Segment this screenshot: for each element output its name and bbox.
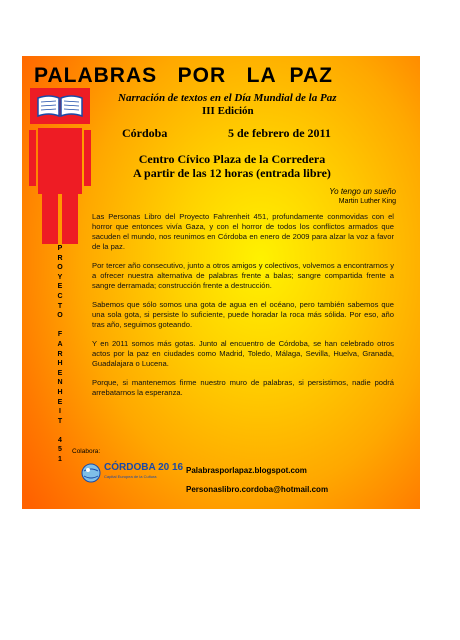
vertical-letter: T <box>57 302 63 310</box>
globe-icon <box>80 462 102 484</box>
vertical-letter: E <box>57 369 63 377</box>
venue-name: Centro Cívico Plaza de la Corredera <box>138 152 326 166</box>
email-link[interactable]: Personaslibro.cordoba@hotmail.com <box>186 485 329 494</box>
body-paragraph: Porque, si mantenemos firme nuestro muro de palabras, si persistimos, nadie podrá arrebatarnos la esperanza. <box>92 378 394 397</box>
vertical-letter: A <box>57 340 63 348</box>
vertical-letter: 4 <box>58 436 62 444</box>
body-paragraph: Sabemos que sólo somos una gota de agua en el océano, pero también sabemos que una sola gota, si persiste lo suficiente, puede horadar la roca más sólida. Por eso, año tras año, seguimos goteando. <box>92 300 394 329</box>
vertical-letter: 5 <box>58 446 62 454</box>
vertical-letter: O <box>57 312 63 320</box>
epigraph-author: Martin Luther King <box>338 198 396 205</box>
vertical-letter: C <box>57 292 63 300</box>
vertical-letter: H <box>57 388 63 396</box>
figure-torso <box>38 128 82 194</box>
sponsor-label: Colabora: <box>72 448 101 455</box>
figure-right-leg <box>62 194 78 244</box>
event-subtitle: Narración de textos en el Día Mundial de la Paz <box>118 92 337 104</box>
event-city: Córdoba <box>122 126 168 140</box>
vertical-letter: R <box>57 350 63 358</box>
body-paragraph: Por tercer año consecutivo, junto a otros amigos y colectivos, volvemos a encontrarnos y a ofrecer nuestra alternativa de palabras frente a balas; sangre compartida frente a sangre derramada; construcción frente a destrucción. <box>92 261 394 290</box>
figure-right-arm <box>84 130 91 186</box>
vertical-letter: H <box>57 360 63 368</box>
vertical-letter: N <box>57 379 63 387</box>
body-paragraph: Las Personas Libro del Proyecto Fahrenheit 451, profundamente conmovidas con el horror que entonces vivía Gaza, y con el horror de todos los conflictos armados que sacuden el mundo, nos reunimos en Córdoba en enero de 2009 para alzar la voz a favor de la paz. <box>92 212 394 251</box>
logo-text: CÓRDOBA 20 16 <box>104 462 184 473</box>
figure-left-arm <box>29 130 36 186</box>
epigraph-text: Yo tengo un sueño <box>329 187 396 196</box>
vertical-letter: F <box>57 331 63 339</box>
event-venue <box>112 152 352 180</box>
poster-title: PALABRAS POR LA PAZ <box>34 64 333 87</box>
vertical-letter: O <box>57 264 63 272</box>
vertical-letter: P <box>57 245 63 252</box>
vertical-letter: R <box>57 254 63 262</box>
vertical-project-label <box>55 244 65 465</box>
logo-subtitle: Capital Europea de la Cultura <box>104 474 157 479</box>
edition-label: III Edición <box>202 105 254 117</box>
event-date: 5 de febrero de 2011 <box>228 126 331 140</box>
vertical-letter: I <box>59 408 61 416</box>
body-text <box>92 212 394 407</box>
epigraph <box>329 187 396 207</box>
figure-left-leg <box>42 194 58 244</box>
book-person-figure <box>28 86 94 246</box>
cordoba-2016-logo <box>80 460 190 486</box>
body-paragraph: Y en 2011 somos más gotas. Junto al encuentro de Córdoba, se han celebrado otros actos por la paz en ciudades como Madrid, Toledo, Málaga, Sevilla, Huelva, Granada, Guadalajara o Lucena. <box>92 339 394 368</box>
vertical-letter: E <box>57 283 63 291</box>
vertical-letter: 1 <box>58 456 62 464</box>
venue-time: A partir de las 12 horas (entrada libre) <box>133 166 331 180</box>
vertical-letter: T <box>57 417 63 425</box>
vertical-letter: E <box>57 398 63 406</box>
poster <box>22 56 420 509</box>
vertical-letter: Y <box>57 273 63 281</box>
blog-link[interactable]: Palabrasporlapaz.blogspot.com <box>186 466 307 475</box>
